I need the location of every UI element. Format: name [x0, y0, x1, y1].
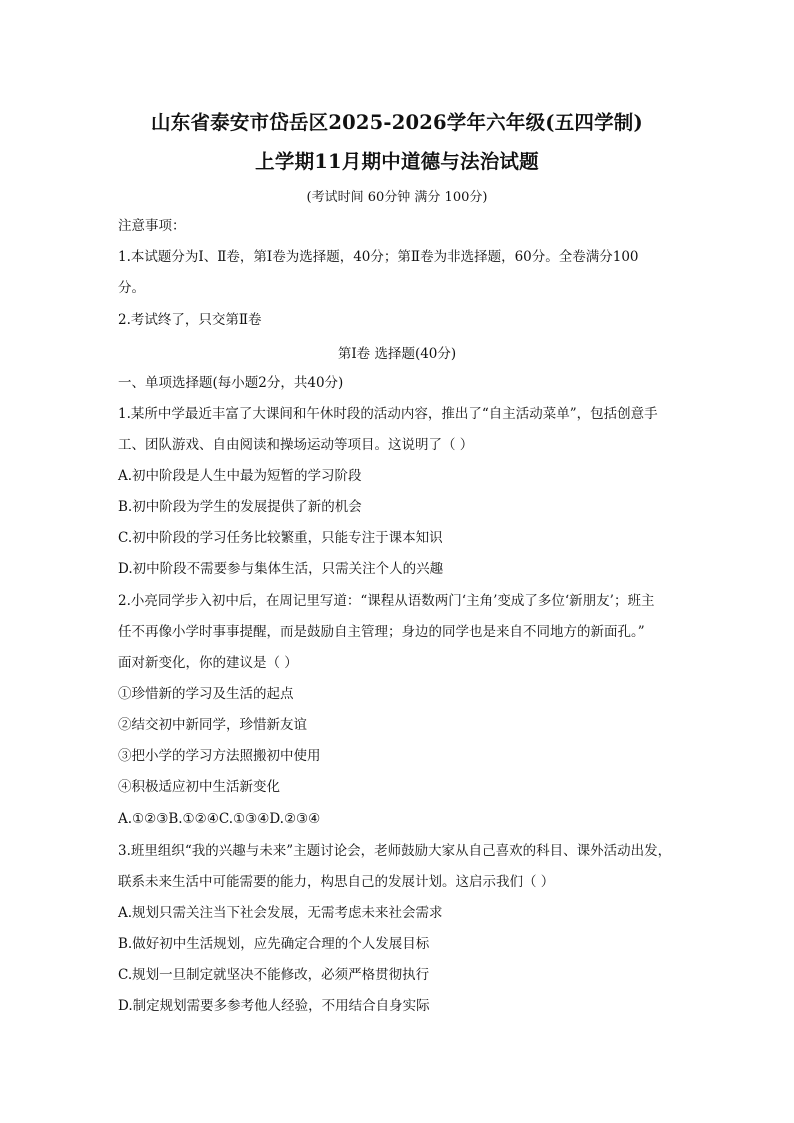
- q2-options: A.①②③B.①②④C.①③④D.②③④: [118, 811, 321, 827]
- q1-stem-line2: 工、团队游戏、自由阅读和操场运动等项目。这说明了（ ）: [118, 437, 474, 453]
- q2-statement-2: ②结交初中新同学，珍惜新友谊: [118, 717, 307, 733]
- q3-option-c: C.规划一旦制定就坚决不能修改，必须严格贯彻执行: [118, 967, 430, 983]
- notes-heading: 注意事项：: [118, 218, 186, 234]
- section-label: 一、单项选择题(每小题2分，共40分): [118, 375, 344, 391]
- q3-stem-line2: 联系未来生活中可能需要的能力，构思自己的发展计划。这启示我们（ ）: [118, 874, 555, 890]
- q3-option-d: D.制定规划需要多参考他人经验，不用结合自身实际: [118, 998, 430, 1014]
- q2-stem-line2: 任不再像小学时事事提醒，而是鼓励自主管理；身边的同学也是来自不同地方的新面孔。”: [118, 624, 645, 640]
- notes-item2: 2.考试终了，只交第Ⅱ卷: [118, 312, 262, 328]
- q2-statement-3: ③把小学的学习方法照搬初中使用: [118, 748, 321, 764]
- q1-option-a: A.初中阶段是人生中最为短暂的学习阶段: [118, 468, 362, 484]
- part1-heading: 第Ⅰ卷 选择题(40分): [337, 346, 457, 362]
- q1-option-b: B.初中阶段为学生的发展提供了新的机会: [118, 499, 362, 515]
- q3-option-b: B.做好初中生活规划，应先确定合理的个人发展目标: [118, 936, 430, 952]
- exam-title-line2: 上学期11月期中道德与法治试题: [255, 150, 539, 173]
- exam-subtitle: (考试时间 60分钟 满分 100分): [306, 190, 488, 205]
- notes-item1-line2: 分。: [118, 280, 145, 296]
- q1-option-d: D.初中阶段不需要参与集体生活，只需关注个人的兴趣: [118, 561, 444, 577]
- q1-stem-line1: 1.某所中学最近丰富了大课间和午休时段的活动内容，推出了“自主活动菜单”，包括创意手: [118, 406, 658, 422]
- notes-item1-line1: 1.本试题分为Ⅰ、Ⅱ卷，第Ⅰ卷为选择题，40分；第Ⅱ卷为非选择题，60分。全卷满分100: [118, 249, 639, 265]
- exam-title-line1: 山东省泰安市岱岳区2025-2026学年六年级(五四学制): [151, 111, 643, 134]
- q1-option-c: C.初中阶段的学习任务比较繁重，只能专注于课本知识: [118, 530, 443, 546]
- q2-statement-4: ④积极适应初中生活新变化: [118, 779, 280, 795]
- q2-stem-line1: 2.小亮同学步入初中后，在周记里写道：“课程从语数两门‘主角’变成了多位‘新朋友’；班主: [118, 593, 655, 609]
- q2-stem-line3: 面对新变化，你的建议是（ ）: [118, 655, 298, 671]
- q3-stem-line1: 3.班里组织“我的兴趣与未来”主题讨论会，老师鼓励大家从自己喜欢的科目、课外活动出发，: [118, 843, 672, 859]
- q3-option-a: A.规划只需关注当下社会发展，无需考虑未来社会需求: [118, 905, 443, 921]
- q2-statement-1: ①珍惜新的学习及生活的起点: [118, 686, 294, 702]
